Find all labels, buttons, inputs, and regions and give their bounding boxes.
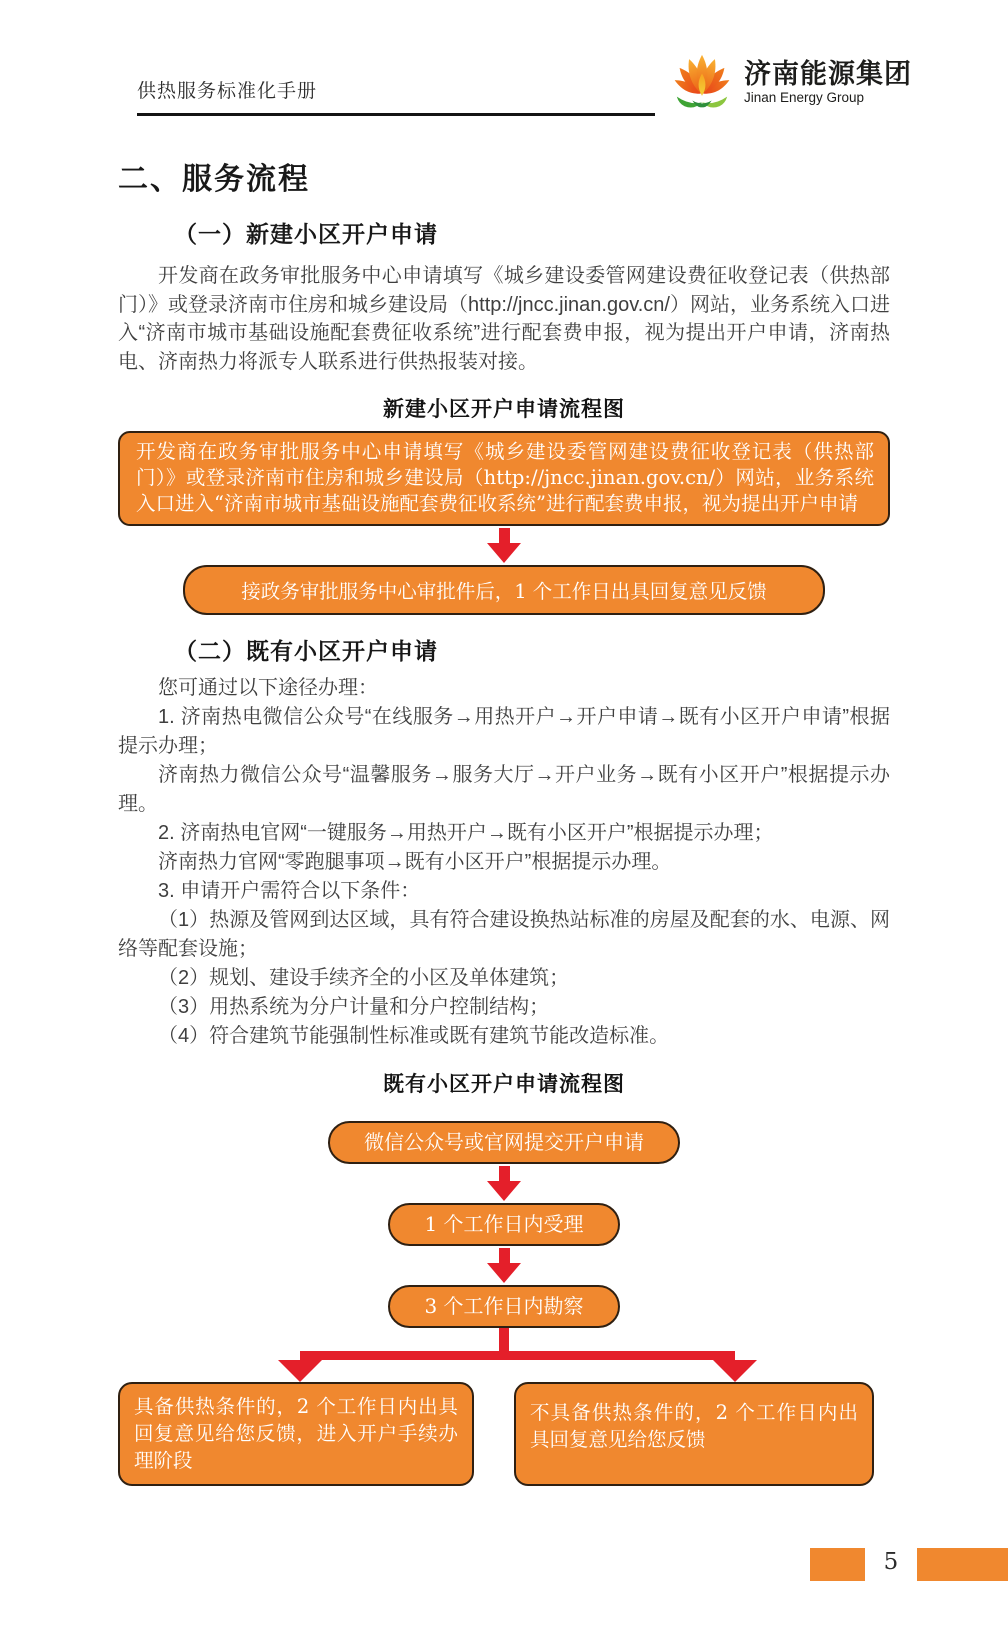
down-arrow-icon: [118, 528, 890, 563]
down-arrow-icon: [118, 1248, 890, 1283]
list-item: 3. 申请开户需符合以下条件：: [158, 880, 421, 902]
header-left: [137, 76, 655, 116]
subsection-1-title: （一）新建小区开户申请: [174, 221, 438, 247]
flow1-step-1: 开发商在政务审批服务中心申请填写《城乡建设委管网建设费征收登记表（供热部门）》或登录济南市住房和城乡建设局（http://jncc.jinan.gov.cn/）网站，业务系统入口进入“济南市城市基础设施配套费征收系统”进行配套费申报，视为提出开户申请: [118, 431, 890, 526]
page-header: [0, 0, 1008, 116]
subsection-1-paragraph: 开发商在政务审批服务中心申请填写《城乡建设委管网建设费征收登记表（供热部门）》或登录济南市住房和城乡建设局（http://jncc.jinan.gov.cn/）网站，业务系统入口进入“济南市城市基础设施配套费征收系统”进行配套费申报，视为提出开户申请，济南热电、济南热力将派专人联系进行供热报装对接。: [118, 265, 890, 373]
page-number: 5: [883, 1549, 899, 1575]
flow2-branch-right: 不具备供热条件的，2 个工作日内出具回复意见给您反馈: [514, 1382, 874, 1486]
subsection-2-title: （二）既有小区开户申请: [174, 638, 438, 664]
subsection-2-list: [118, 674, 890, 1051]
flowchart-2: [118, 1121, 890, 1486]
flow2-step-3: 3 个工作日内勘察: [388, 1285, 619, 1328]
flow2-step-1: 微信公众号或官网提交开户申请: [328, 1121, 680, 1164]
company-name-en: Jinan Energy Group: [744, 90, 865, 106]
list-item: （1）热源及管网到达区域，具有符合建设换热站标准的房屋及配套的水、电源、网络等配套设施；: [118, 909, 890, 960]
flowchart-1: [118, 431, 890, 615]
lotus-flame-icon: [670, 52, 734, 114]
section-title: 二、服务流程: [118, 163, 310, 196]
flow2-step-2: 1 个工作日内受理: [388, 1203, 619, 1246]
list-item: 2. 济南热电官网“一键服务→用热开户→既有小区开户”根据提示办理；: [158, 822, 774, 844]
list-item: （3）用热系统为分户计量和分户控制结构；: [158, 996, 550, 1018]
list-item: （4）符合建筑节能强制性标准或既有建筑节能改造标准。: [158, 1025, 670, 1047]
list-item: 您可通过以下途径办理：: [158, 677, 378, 699]
list-item: （2）规划、建设手续齐全的小区及单体建筑；: [158, 967, 570, 989]
page-body: [0, 154, 1008, 1486]
brand-text: [744, 60, 912, 107]
manual-title: 供热服务标准化手册: [137, 81, 318, 102]
down-arrow-icon: [118, 1166, 890, 1201]
flow1-step-2: 接政务审批服务中心审批件后，1 个工作日出具回复意见反馈: [183, 565, 825, 615]
company-name-cn: 济南能源集团: [744, 58, 912, 89]
list-item: 1. 济南热电微信公众号“在线服务→用热开户→开户申请→既有小区开户申请”根据提示办理；: [118, 706, 890, 757]
header-rule: [137, 113, 655, 116]
flowchart-2-title: 既有小区开户申请流程图: [383, 1073, 625, 1096]
flow2-branch-left: 具备供热条件的，2 个工作日内出具回复意见给您反馈，进入开户手续办理阶段: [118, 1382, 474, 1486]
flowchart-1-title: 新建小区开户申请流程图: [383, 398, 625, 421]
footer-orange-block-right: [917, 1548, 1008, 1581]
company-brand: [670, 52, 912, 116]
flow2-branch-row: [118, 1382, 890, 1486]
list-item: 济南热力官网“零跑腿事项→既有小区开户”根据提示办理。: [158, 851, 672, 873]
footer-orange-block-left: [810, 1548, 865, 1581]
branch-connector-icon: [118, 1328, 890, 1382]
list-item: 济南热力微信公众号“温馨服务→服务大厅→开户业务→既有小区开户”根据提示办理。: [118, 764, 890, 815]
